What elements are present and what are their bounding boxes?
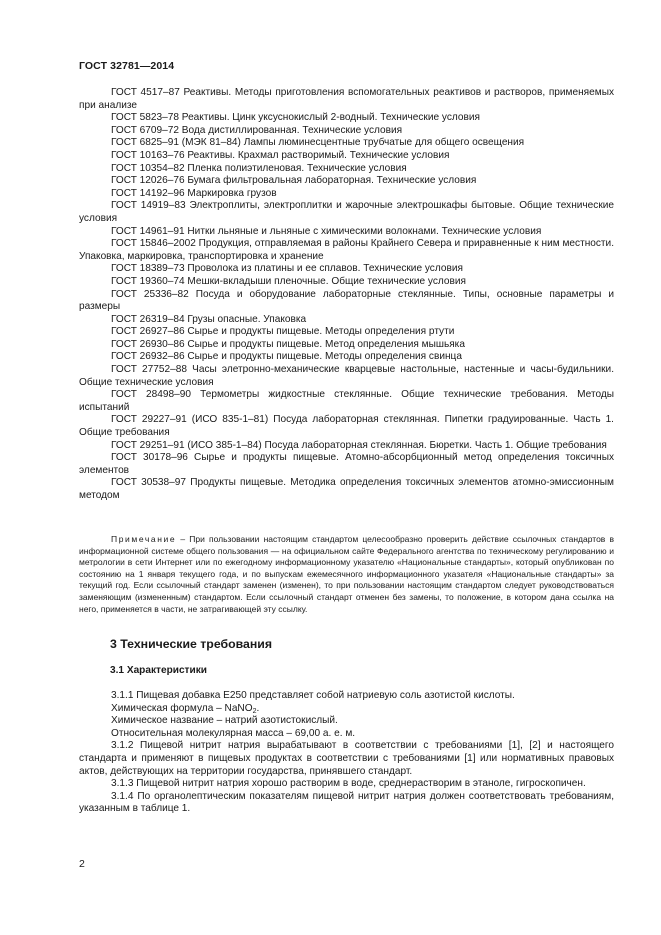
reference-item: ГОСТ 6709–72 Вода дистиллированная. Технические условия (111, 124, 403, 136)
paragraph-3-1-2: 3.1.2 Пищевой нитрит натрия вырабатывают в соответствии с требованиями [1], [2] и настоящего стандарта и применяют в пищевых продуктах в соответствии с требованиями [1] или нормативных правовых актов, действующих на территории государства, принявшего стандарт. (79, 740, 614, 777)
reference-item: ГОСТ 10163–76 Реактивы. Крахмал растворимый. Технические условия (111, 149, 450, 161)
page-number: 2 (79, 858, 85, 870)
note-label: Примечание (111, 534, 177, 544)
reference-item: ГОСТ 29227–91 (ИСО 835-1–81) Посуда лабораторная стеклянная. Пипетки градуированные. Часть 1. Общие требования (79, 414, 614, 439)
paragraph-chemical-formula (79, 703, 614, 716)
reference-item: ГОСТ 28498–90 Термометры жидкостные стеклянные. Общие технические требования. Методы испытаний (79, 389, 614, 413)
formula-text: Химическая формула – NaNO (111, 702, 253, 714)
reference-item: ГОСТ 4517–87 Реактивы. Методы приготовления вспомогательных реактивов и растворов, применяемых при анализе (79, 87, 614, 111)
reference-item: ГОСТ 5823–78 Реактивы. Цинк уксуснокислый 2-водный. Технические условия (111, 112, 480, 124)
reference-item: ГОСТ 14192–96 Маркировка грузов (111, 187, 277, 199)
reference-item: ГОСТ 26930–86 Сырье и продукты пищевые. Метод определения мышьяка (111, 338, 465, 350)
reference-item: ГОСТ 12026–76 Бумага фильтровальная лабораторная. Технические условия (111, 175, 477, 187)
section-heading-technical-requirements: 3 Технические требования (110, 637, 272, 651)
reference-item: ГОСТ 26319–84 Грузы опасные. Упаковка (111, 313, 307, 325)
subsection-heading-characteristics: 3.1 Характеристики (110, 665, 207, 676)
formula-subscript: 2 (252, 707, 257, 715)
paragraph-3-1-3: 3.1.3 Пищевой нитрит натрия хорошо растворим в воде, среднерастворим в этаноле, гигроскопичен. (111, 778, 586, 790)
document-header: ГОСТ 32781—2014 (79, 60, 175, 72)
reference-item: ГОСТ 26932–86 Сырье и продукты пищевые. Методы определения свинца (111, 351, 462, 363)
paragraph-molecular-mass: Относительная молекулярная масса – 69,00 а. е. м. (111, 727, 356, 739)
normative-references-list (79, 87, 614, 503)
section-body (79, 690, 614, 816)
note-text: – При пользовании настоящим стандартом целесообразно проверить действие ссылочных стандартов в информационной системе общего пользования — на официальном сайте Федерального агентства по техническому регулированию и метрологии в сети Интернет или по ежегодному информационному указателю «Национальные стандарты», который опубликован по состоянию на 1 января текущего года, и по выпускам ежемесячного информационного указателя «Национальные стандарты» за текущий год. Если ссылочный стандарт заменен (изменен), то при пользовании настоящим стандартом следует руководствоваться заменяющим (измененным) стандартом. Если ссылочный стандарт отменен без замены, то положение, в котором дана ссылка на него, применяется в части, не затрагивающей эту ссылку. (79, 534, 614, 614)
reference-item: ГОСТ 14919–83 Электроплиты, электроплитки и жарочные электрошкафы бытовые. Общие технические условия (79, 200, 614, 224)
reference-item: ГОСТ 19360–74 Мешки-вкладыши пленочные. Общие технические условия (111, 275, 466, 287)
reference-item: ГОСТ 14961–91 Нитки льняные и льняные с химическими волокнами. Технические условия (111, 225, 542, 237)
reference-item: ГОСТ 25336–82 Посуда и оборудование лабораторные стеклянные. Типы, основные параметры и размеры (79, 288, 614, 313)
reference-item: ГОСТ 6825–91 (МЭК 81–84) Лампы люминесцентные трубчатые для общего освещения (111, 137, 525, 149)
formula-suffix: . (256, 702, 260, 714)
reference-item: ГОСТ 30538–97 Продукты пищевые. Методика определения токсичных элементов атомно-эмиссионным методом (79, 477, 614, 501)
paragraph-chemical-name: Химическое название – натрий азотистокислый. (111, 715, 338, 727)
reference-item: ГОСТ 30178–96 Сырье и продукты пищевые. Атомно-абсорбционный метод определения токсичных элементов (79, 452, 614, 476)
note-paragraph (79, 534, 614, 615)
reference-item: ГОСТ 10354–82 Пленка полиэтиленовая. Технические условия (111, 162, 407, 174)
reference-item: ГОСТ 27752–88 Часы элетронно-механические кварцевые настольные, настенные и часы-будильники. Общие технические условия (79, 364, 614, 388)
paragraph-3-1-4: 3.1.4 По органолептическим показателям пищевой нитрит натрия должен соответствовать требованиям, указанным в таблице 1. (79, 790, 614, 815)
reference-item: ГОСТ 26927–86 Сырье и продукты пищевые. Методы определения ртути (111, 326, 455, 338)
reference-item: ГОСТ 18389–73 Проволока из платины и ее сплавов. Технические условия (111, 263, 463, 275)
paragraph-3-1-1: 3.1.1 Пищевая добавка Е250 представляет собой натриевую соль азотистой кислоты. (111, 690, 515, 701)
reference-item: ГОСТ 15846–2002 Продукция, отправляемая в районы Крайнего Севера и приравненные к ним местности. Упаковка, маркировка, транспортировка и хранение (79, 238, 614, 262)
reference-item: ГОСТ 29251–91 (ИСО 385-1–84) Посуда лабораторная стеклянная. Бюретки. Часть 1. Общие требования (111, 439, 607, 451)
